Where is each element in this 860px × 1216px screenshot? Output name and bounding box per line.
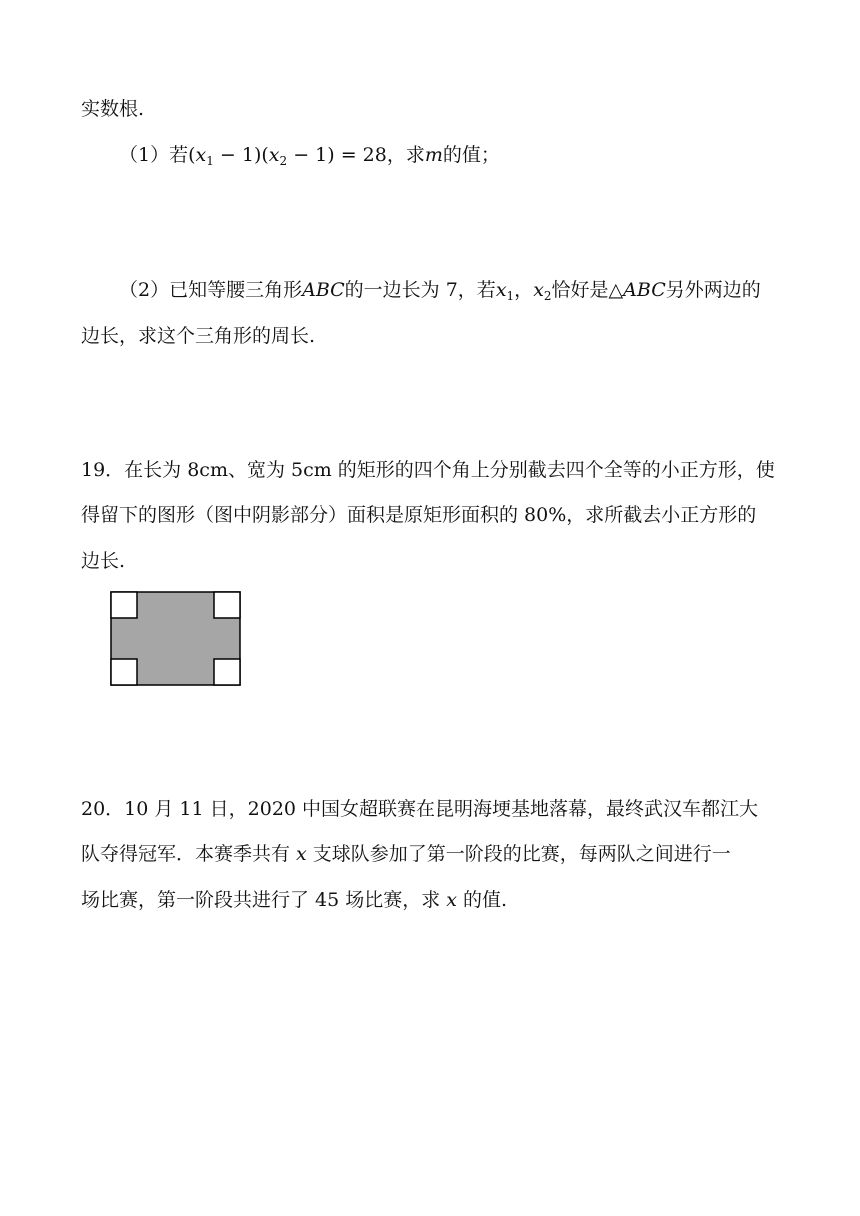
q18-part2-d: 另外两边的 (665, 279, 761, 301)
sub-2: 2 (543, 289, 552, 303)
q20-line3 (81, 887, 507, 913)
q18-part2-a: （2）已知等腰三角形 (119, 279, 303, 301)
q20-line3-a: 场比赛，第一阶段共进行了 45 场比赛，求 (81, 889, 447, 911)
var-x1: x (195, 144, 207, 166)
var-m: m (424, 144, 443, 166)
corner-square-bottom-left (111, 659, 137, 685)
q18-part2-line2: 边长，求这个三角形的周长. (81, 325, 316, 347)
expr-tail: − 1) = 28 (287, 144, 387, 166)
var-x1: x (495, 279, 507, 301)
var-x2: x (533, 279, 544, 301)
separator: ， (514, 279, 534, 301)
q20-line2-b: 支球队参加了第一阶段的比赛，每两队之间进行一 (306, 843, 731, 865)
q20-line3-b: 的值. (457, 889, 508, 911)
sub-1: 1 (506, 289, 515, 303)
q18-part1-prefix: （1）若 (119, 144, 189, 166)
triangle-abc: ABC (623, 279, 666, 301)
var-x2: x (268, 144, 280, 166)
q19-line3: 边长. (81, 550, 126, 572)
q18-part2-line1 (119, 277, 761, 303)
corner-square-top-right (214, 592, 240, 618)
corner-square-top-left (111, 592, 137, 618)
expr-mid: − 1)( (213, 144, 269, 166)
q19-line2: 得留下的图形（图中阴影部分）面积是原矩形面积的 80%，求所截去小正方形的 (81, 504, 757, 526)
q18-part2-b: 的一边长为 7，若 (344, 279, 496, 301)
q18-part1-ask: ，求 (386, 144, 425, 166)
sub-2: 2 (279, 154, 288, 168)
q20-line1: 20．10 月 11 日，2020 中国女超联赛在昆明海埂基地落幕，最终武汉车都江大 (81, 798, 759, 820)
q18-intro-tail: 实数根. (81, 98, 145, 120)
corner-square-bottom-right (214, 659, 240, 685)
var-x: x (446, 889, 458, 911)
q18-part2-c: 恰好是△ (551, 279, 624, 301)
rectangle-figure (110, 591, 241, 686)
q18-part1-end: 的值； (442, 144, 500, 166)
q20-line2 (81, 841, 731, 867)
triangle-abc: ABC (302, 279, 345, 301)
q20-line2-a: 队夺得冠军．本赛季共有 (81, 843, 297, 865)
var-x: x (296, 843, 307, 865)
q19-line1: 19．在长为 8cm、宽为 5cm 的矩形的四个角上分别截去四个全等的小正方形，使 (81, 459, 775, 481)
q18-part1: （1）若$(x_1 - 1)(x_2 - 1) = 28$，求m的值； (119, 144, 500, 168)
sub-1: 1 (206, 154, 214, 168)
